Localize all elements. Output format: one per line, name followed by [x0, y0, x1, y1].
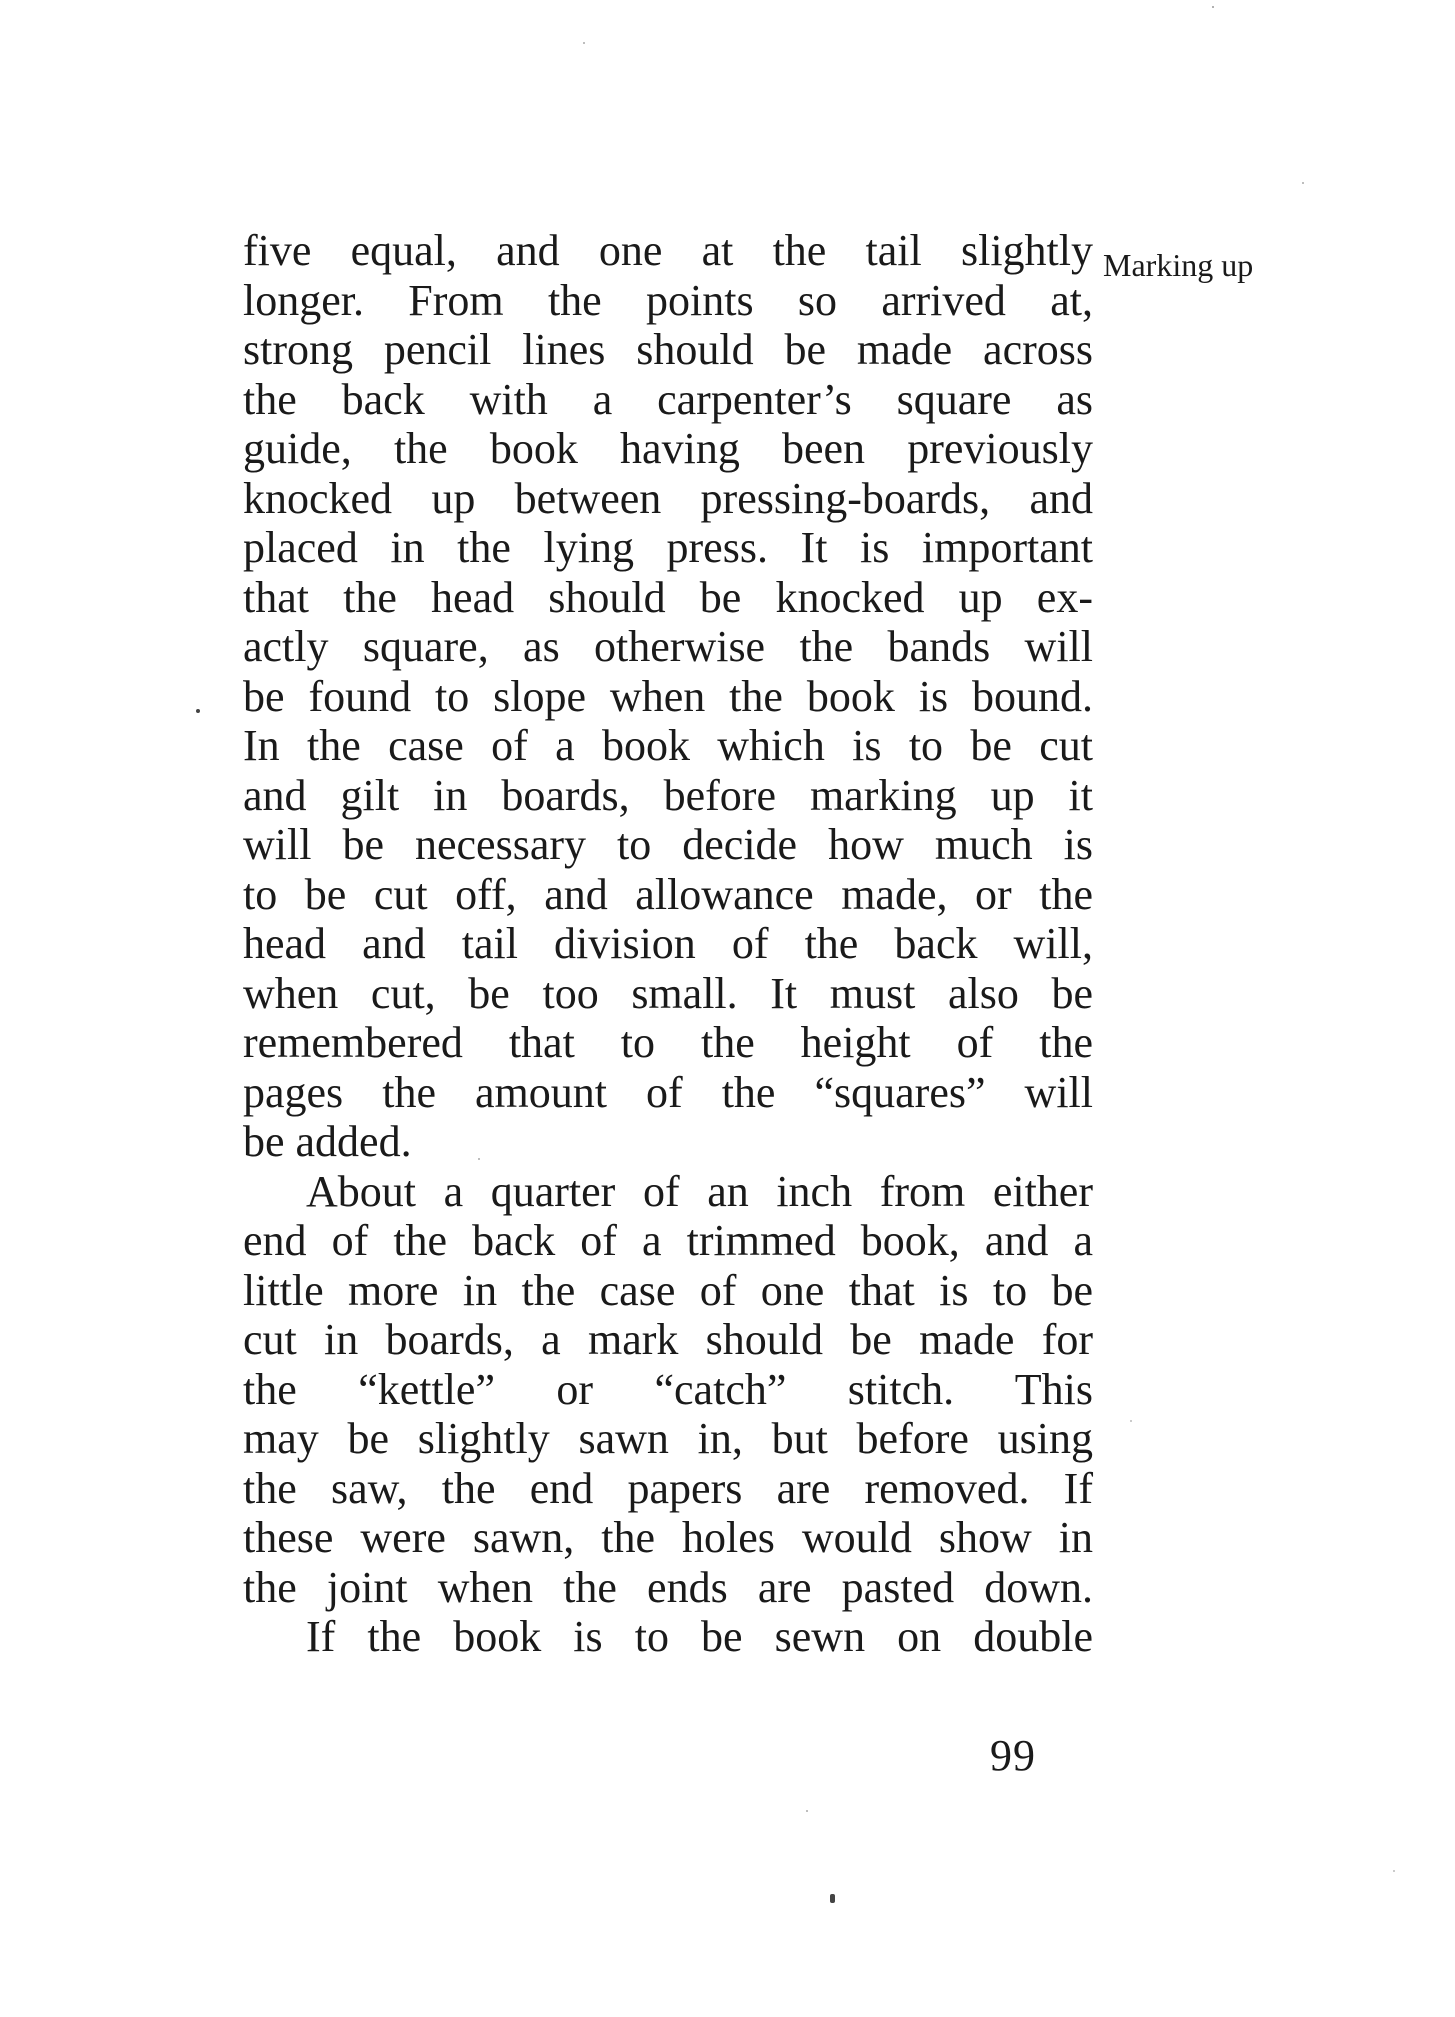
text-line: end of the back of a trimmed book, and a [243, 1216, 1093, 1265]
page-speck [1130, 1420, 1132, 1422]
text-line: head and tail division of the back will, [243, 919, 1093, 968]
page-speck [583, 42, 585, 44]
text-line: and gilt in boards, before marking up it [243, 770, 1093, 820]
text-line: the “kettle” or “catch” stitch. This [243, 1364, 1093, 1414]
text-line: these were sawn, the holes would show in [243, 1513, 1093, 1562]
text-line: placed in the lying press. It is important [243, 523, 1093, 572]
page-speck [830, 1894, 835, 1903]
text-line: the joint when the ends are pasted down. [243, 1562, 1093, 1612]
text-line: be added. [243, 1117, 412, 1166]
text-line: that the head should be knocked up ex- [243, 572, 1093, 622]
text-line: guide, the book having been previously [243, 424, 1093, 473]
page-speck [1302, 182, 1304, 184]
marginal-note: Marking up [1103, 247, 1254, 283]
page-speck [478, 1158, 480, 1160]
page-speck [1393, 1870, 1395, 1872]
text-line: to be cut off, and allowance made, or the [243, 869, 1093, 919]
text-line: when cut, be too small. It must also be [243, 968, 1093, 1018]
page-speck [1212, 6, 1214, 8]
text-line: remembered that to the height of the [243, 1018, 1093, 1067]
page-speck [196, 709, 200, 713]
text-line: the back with a carpenter’s square as [243, 374, 1093, 424]
text-line: be found to slope when the book is bound. [243, 671, 1093, 721]
text-line: the saw, the end papers are removed. If [243, 1463, 1093, 1513]
text-line: five equal, and one at the tail slightly [243, 226, 1093, 275]
text-line: pages the amount of the “squares” will [243, 1067, 1093, 1117]
page-number: 99 [990, 1731, 1036, 1780]
text-line: strong pencil lines should be made across [243, 325, 1093, 374]
paragraph-first-line: If the book is to be sewn on double [306, 1612, 1093, 1661]
text-line: may be slightly sawn in, but before using [243, 1414, 1093, 1463]
text-line: longer. From the points so arrived at, [243, 275, 1093, 325]
text-line: cut in boards, a mark should be made for [243, 1315, 1093, 1364]
text-line: will be necessary to decide how much is [243, 820, 1093, 869]
page-speck [806, 1810, 808, 1812]
text-line: In the case of a book which is to be cut [243, 721, 1093, 770]
text-line: knocked up between pressing-boards, and [243, 473, 1093, 523]
paragraph-first-line: About a quarter of an inch from either [306, 1166, 1093, 1216]
body-text [243, 226, 1093, 1662]
text-line: actly square, as otherwise the bands will [243, 622, 1093, 671]
text-line: little more in the case of one that is to be [243, 1265, 1093, 1315]
